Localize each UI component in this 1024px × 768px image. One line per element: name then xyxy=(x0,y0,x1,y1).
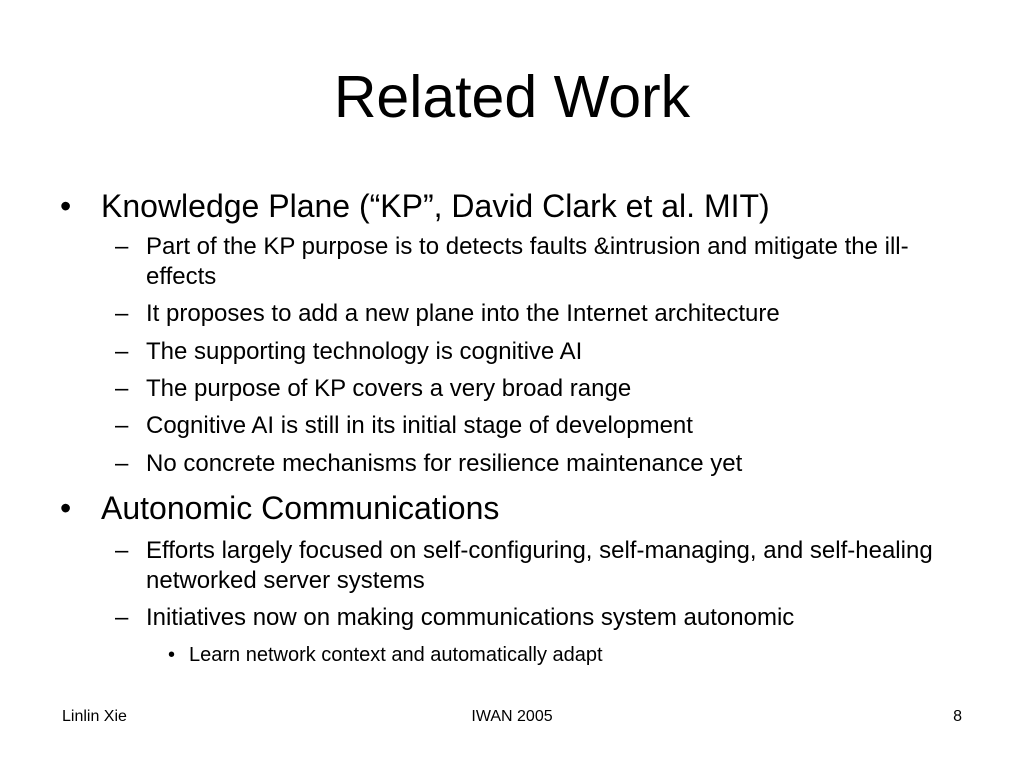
sub-bullet-text: Part of the KP purpose is to detects faults &intrusion and mitigate the ill-effects xyxy=(146,233,909,290)
footer-author: Linlin Xie xyxy=(62,708,127,725)
dash-marker: – xyxy=(115,375,129,402)
dash-marker: – xyxy=(115,537,129,564)
sub-sub-bullet-text: Learn network context and automatically adapt xyxy=(189,644,603,666)
footer-page-number: 8 xyxy=(953,708,962,725)
sub-bullet-text: Efforts largely focused on self-configuring, self-managing, and self-healing networked server systems xyxy=(146,537,933,594)
bullet-dot: • xyxy=(60,188,72,224)
sub-bullet-text: The purpose of KP covers a very broad range xyxy=(146,375,632,402)
dash-marker: – xyxy=(115,450,129,477)
sub-bullet-text: It proposes to add a new plane into the Internet architecture xyxy=(146,300,780,327)
dash-marker: – xyxy=(115,604,129,631)
slide-title: Related Work xyxy=(333,64,691,130)
dash-marker: – xyxy=(115,412,129,439)
sub-bullet-text: The supporting technology is cognitive AI xyxy=(146,338,583,365)
bullet-dot: • xyxy=(60,490,72,526)
dash-marker: – xyxy=(115,300,129,327)
bullet-dot: • xyxy=(168,644,176,666)
sub-bullet-text: Cognitive AI is still in its initial stage of development xyxy=(146,412,693,439)
footer-event: IWAN 2005 xyxy=(471,708,553,725)
sub-bullet-text: Initiatives now on making communications system autonomic xyxy=(146,604,795,631)
bullet-text: Knowledge Plane (“KP”, David Clark et al. MIT) xyxy=(101,188,770,224)
sub-bullet-text: No concrete mechanisms for resilience maintenance yet xyxy=(146,450,743,477)
bullet-text: Autonomic Communications xyxy=(101,490,500,526)
dash-marker: – xyxy=(115,233,129,260)
dash-marker: – xyxy=(115,338,129,365)
